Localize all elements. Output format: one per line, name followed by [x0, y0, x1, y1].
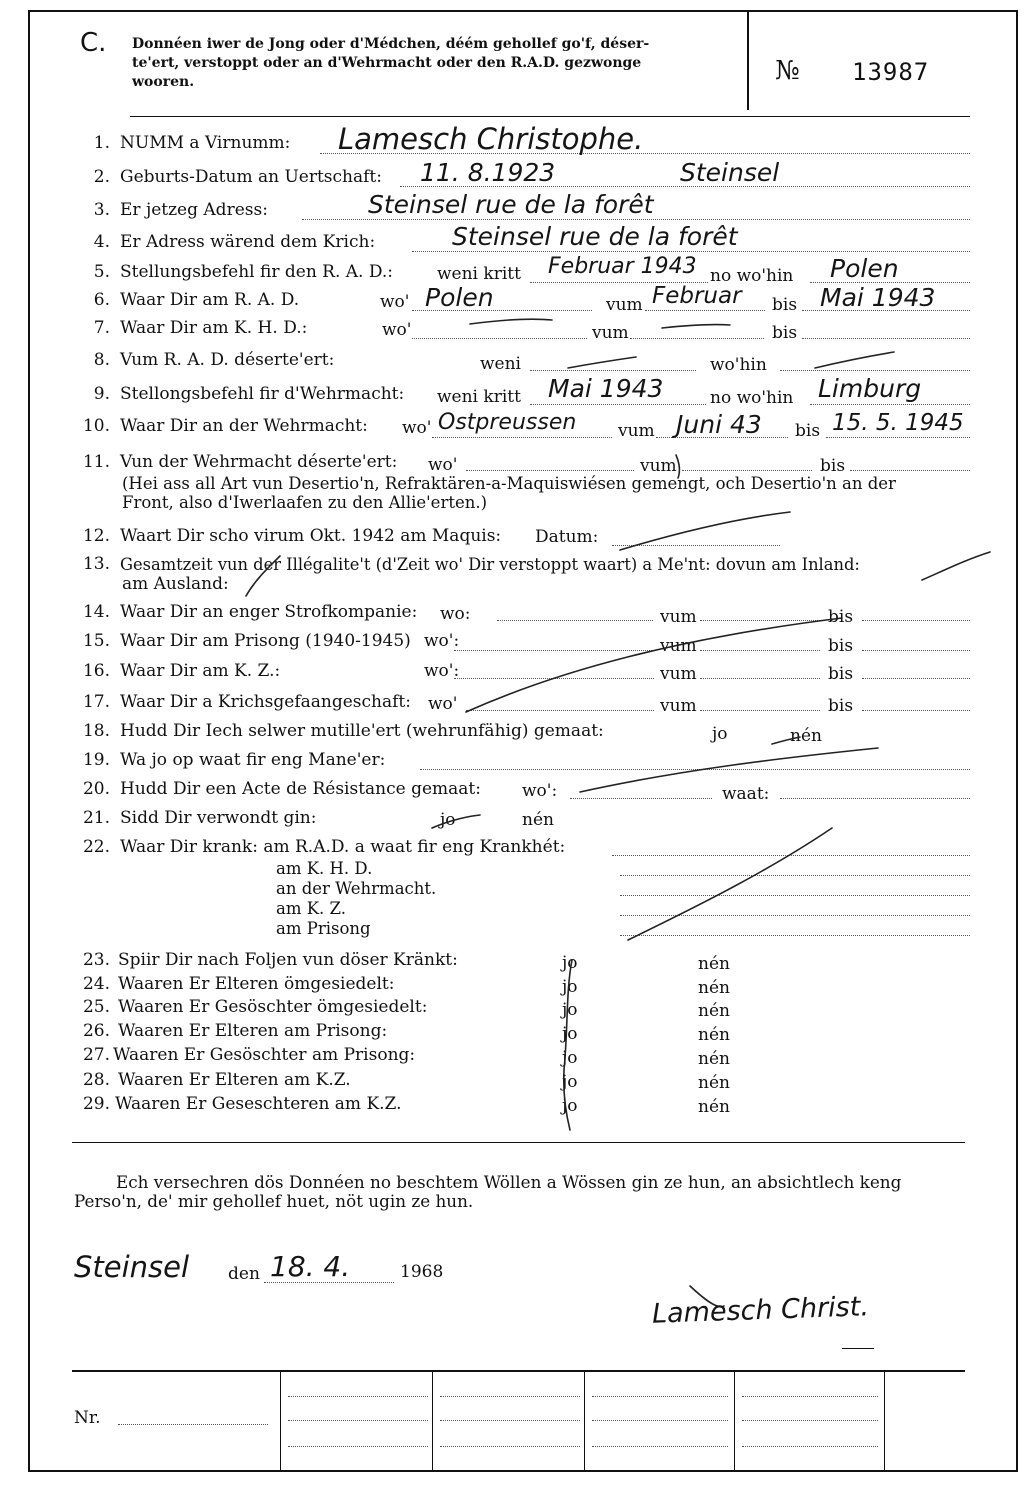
fill-line — [466, 470, 634, 471]
field-label: wo' — [382, 320, 412, 340]
field-label: bis — [820, 456, 846, 476]
field-label: wo': — [424, 631, 460, 651]
signature-underline — [842, 1348, 874, 1349]
option-nen[interactable]: nén — [790, 726, 822, 746]
field-label: wo': — [522, 781, 558, 801]
wehrmacht-until-handwriting[interactable]: 15. 5. 1945 — [832, 410, 964, 436]
field-label: weni — [480, 354, 521, 374]
option-nen[interactable]: nén — [698, 1097, 730, 1117]
field-label: Waar Dir am K. Z.: — [120, 661, 281, 681]
option-jo[interactable]: jo — [440, 810, 456, 830]
strike-row13-inland — [922, 552, 990, 580]
option-jo[interactable]: jo — [562, 1024, 578, 1044]
field-label: Gesamtzeit vun der Illégalite't (d'Zeit wo' Dir verstoppt waart) a Me'nt: dovun am Inland: — [120, 555, 860, 574]
fill-line — [700, 650, 820, 651]
fill-line — [862, 678, 970, 679]
field-label: no wo'hin — [710, 266, 794, 286]
row-number: 5. — [93, 262, 110, 282]
field-label: Spiir Dir nach Foljen vun döser Kränkt: — [118, 950, 458, 970]
option-jo[interactable]: jo — [562, 1048, 578, 1068]
field-label: wo' — [428, 694, 458, 714]
field-label: bis — [795, 421, 821, 441]
strike-rows14-17 — [466, 618, 842, 712]
field-label: Waaren Er Geseschteren am K.Z. — [115, 1094, 402, 1114]
field-label: Waaren Er Gesöschter ömgesiedelt: — [118, 997, 428, 1017]
field-label: wo: — [440, 604, 471, 624]
fill-line — [302, 219, 970, 220]
fill-line — [420, 769, 970, 770]
illness-sub-label: am K. Z. — [276, 899, 346, 918]
option-jo[interactable]: jo — [562, 953, 578, 973]
field-label: Datum: — [535, 527, 599, 547]
field-label: Waaren Er Elteren am K.Z. — [118, 1070, 351, 1090]
field-label: Waaren Er Elteren am Prisong: — [118, 1021, 388, 1041]
illness-sub-label: an der Wehrmacht. — [276, 879, 437, 898]
rad-place-handwriting[interactable]: Polen — [425, 283, 494, 312]
desertion-note: (Hei ass all Art vun Desertio'n, Refraktären-a-Maquiswiésen gemengt, och Desertio'n an der — [122, 474, 896, 493]
fill-line — [530, 370, 696, 371]
field-label: am Ausland: — [122, 574, 229, 594]
fill-line — [454, 650, 654, 651]
row-number: 24. — [82, 974, 110, 994]
row-number: 13. — [82, 554, 110, 574]
header-divider — [747, 12, 749, 110]
fill-line — [742, 1420, 878, 1421]
option-nen[interactable]: nén — [698, 978, 730, 998]
wehrmacht-order-date-handwriting[interactable]: Mai 1943 — [548, 374, 664, 403]
field-label: Waar Dir am K. H. D.: — [120, 318, 308, 338]
row-number: 22. — [82, 837, 110, 857]
option-jo[interactable]: jo — [562, 977, 578, 997]
row-number: 1. — [93, 133, 110, 153]
fill-line — [432, 437, 612, 438]
rad-order-date-handwriting[interactable]: Februar 1943 — [548, 254, 697, 279]
field-label: wo': — [424, 661, 460, 681]
birth-date-handwriting[interactable]: 11. 8.1923 — [420, 158, 556, 187]
footer-top-rule — [72, 1370, 965, 1372]
field-label: bis — [828, 664, 854, 684]
fill-line — [862, 620, 970, 621]
fill-line — [700, 620, 820, 621]
row-number: 26. — [82, 1021, 110, 1041]
section-divider — [72, 1142, 965, 1143]
row-number: 2. — [93, 167, 110, 187]
wehrmacht-from-handwriting[interactable]: Juni 43 — [676, 410, 762, 439]
row-number: 9. — [93, 384, 110, 404]
row-number: 25. — [82, 997, 110, 1017]
option-nen[interactable]: nén — [698, 1025, 730, 1045]
field-label: no wo'hin — [710, 388, 794, 408]
field-label: Er jetzeg Adress: — [120, 200, 268, 220]
footer-col-5 — [884, 1371, 885, 1470]
field-label: Geburts-Datum an Uertschaft: — [120, 167, 382, 187]
fill-line — [742, 1396, 878, 1397]
frame-bottom — [28, 1470, 1018, 1472]
row-number: 28. — [82, 1070, 110, 1090]
row-number: 15. — [82, 631, 110, 651]
row-number: 4. — [93, 232, 110, 252]
field-label: Waar Dir an der Wehrmacht: — [120, 416, 368, 436]
footer-col-2 — [432, 1371, 433, 1470]
den-label: den — [228, 1264, 260, 1284]
rad-until-handwriting[interactable]: Mai 1943 — [820, 283, 936, 312]
field-label: Waar Dir krank: am R.A.D. a waat fir eng Krankhét: — [120, 837, 566, 857]
field-label: weni kritt — [437, 264, 521, 284]
field-label: wo' — [428, 455, 458, 475]
field-label: Stellungsbefehl fir den R. A. D.: — [120, 262, 394, 282]
option-jo[interactable]: jo — [562, 1000, 578, 1020]
fill-line — [454, 678, 654, 679]
row-number: 21. — [82, 808, 110, 828]
row-number: 23. — [82, 950, 110, 970]
declaration-line-2: Perso'n, de' mir gehollef huet, nöt ugin ze hun. — [74, 1191, 474, 1211]
field-label: Waar Dir am Prisong (1940-1945) — [120, 631, 411, 651]
field-label: vum — [660, 607, 697, 627]
header-line-1: Donnéen iwer de Jong oder d'Médchen, déém gehollef go'f, déser- — [132, 36, 650, 52]
fill-line — [850, 470, 970, 471]
signature: Lamesch Christ. — [651, 1291, 870, 1330]
fill-line — [440, 1396, 580, 1397]
field-label: wo' — [402, 418, 432, 438]
row-number: 10. — [82, 416, 110, 436]
row-number: 12. — [82, 526, 110, 546]
field-label: vum — [618, 421, 655, 441]
row-number: 19. — [82, 750, 110, 770]
field-label: Waar Dir am R. A. D. — [120, 290, 300, 310]
birth-place-handwriting[interactable]: Steinsel — [680, 158, 780, 187]
field-label: weni kritt — [437, 387, 521, 407]
row-number: 6. — [93, 290, 110, 310]
strike-row7-wo — [470, 319, 552, 324]
fill-line — [612, 855, 970, 856]
option-jo[interactable]: jo — [562, 1096, 578, 1116]
strike-row8-wohin — [815, 352, 894, 368]
rad-destination-handwriting[interactable]: Polen — [830, 254, 899, 283]
field-label: bis — [828, 607, 854, 627]
field-label: Vun der Wehrmacht déserte'ert: — [120, 452, 398, 472]
row-number: 14. — [82, 602, 110, 622]
date-handwriting[interactable]: 18. 4. — [270, 1250, 351, 1283]
field-label: Hudd Dir Iech selwer mutille'ert (wehrunfähig) gemaat: — [120, 721, 604, 741]
fill-line — [592, 1420, 728, 1421]
fill-line — [826, 437, 970, 438]
field-label: Waaren Er Elteren ömgesiedelt: — [118, 974, 395, 994]
frame-left — [28, 10, 30, 1472]
fill-line — [412, 251, 970, 252]
field-label: Stellongsbefehl fir d'Wehrmacht: — [120, 384, 405, 404]
fill-line — [466, 710, 654, 711]
field-label: bis — [772, 323, 798, 343]
row-number: 29. — [82, 1094, 110, 1114]
field-label: bis — [828, 696, 854, 716]
strike-row7-vum — [662, 325, 730, 328]
fill-line — [612, 545, 780, 546]
fill-line — [592, 1396, 728, 1397]
fill-line — [810, 404, 970, 405]
option-nen[interactable]: nén — [698, 1073, 730, 1093]
option-jo[interactable]: jo — [562, 1072, 578, 1092]
fill-line — [288, 1446, 428, 1447]
row-number: 8. — [93, 350, 110, 370]
current-address-handwriting[interactable]: Steinsel rue de la forêt — [368, 190, 654, 219]
rad-from-handwriting[interactable]: Februar — [652, 283, 742, 309]
frame-right — [1016, 10, 1018, 1472]
illness-sub-label: am K. H. D. — [276, 859, 373, 878]
fill-line — [862, 710, 970, 711]
fill-line — [630, 338, 764, 339]
fill-line — [700, 710, 820, 711]
fill-line — [620, 875, 970, 876]
fill-line — [742, 1446, 878, 1447]
option-nen[interactable]: nén — [698, 1001, 730, 1021]
fill-line — [592, 1446, 728, 1447]
row-number: 20. — [82, 779, 110, 799]
field-label: wo' — [380, 292, 410, 312]
fill-line — [620, 895, 970, 896]
fill-line — [570, 798, 712, 799]
strike-row22 — [628, 828, 832, 940]
field-label: vum — [592, 323, 629, 343]
footer-col-4 — [734, 1371, 735, 1470]
field-label: Waar Dir an enger Strofkompanie: — [120, 602, 418, 622]
field-label: vum — [660, 664, 697, 684]
form-number: 13987 — [852, 58, 930, 86]
field-label: vum — [640, 456, 677, 476]
fill-line — [288, 1396, 428, 1397]
field-label: Waart Dir scho virum Okt. 1942 am Maquis: — [120, 526, 502, 546]
illness-sub-label: am Prisong — [276, 919, 371, 938]
footer-col-3 — [584, 1371, 585, 1470]
option-nen[interactable]: nén — [522, 810, 554, 830]
field-label: vum — [660, 636, 697, 656]
fill-line — [802, 338, 970, 339]
row-number: 16. — [82, 661, 110, 681]
field-label: wo'hin — [710, 355, 767, 375]
option-nen[interactable]: nén — [698, 1049, 730, 1069]
desertion-note: Front, also d'Iwerlaafen zu den Allie'erten.) — [122, 493, 488, 512]
nr-label: Nr. — [74, 1408, 101, 1428]
row-number: 7. — [93, 318, 110, 338]
field-label: waat: — [722, 784, 770, 804]
header-line-2: te'ert, verstoppt oder an d'Wehrmacht oder den R.A.D. gezwonge — [132, 55, 642, 71]
field-label: Er Adress wärend dem Krich: — [120, 232, 376, 252]
field-label: Hudd Dir een Acte de Résistance gemaat: — [120, 779, 481, 799]
row-number: 18. — [82, 721, 110, 741]
fill-line — [440, 1420, 580, 1421]
wehrmacht-place-handwriting[interactable]: Ostpreussen — [438, 410, 577, 435]
strike-row8-weni — [568, 357, 636, 368]
field-label: vum — [660, 696, 697, 716]
fill-line — [862, 650, 970, 651]
fill-line — [288, 1420, 428, 1421]
field-label: bis — [828, 636, 854, 656]
field-label: Waar Dir a Krichsgefaangeschaft: — [120, 692, 411, 712]
place-handwriting[interactable]: Steinsel — [74, 1250, 190, 1284]
field-label: Sidd Dir verwondt gin: — [120, 808, 317, 828]
fill-line — [700, 678, 820, 679]
fill-line — [497, 620, 653, 621]
fill-line — [780, 370, 970, 371]
fill-line — [645, 310, 765, 311]
field-label: Waaren Er Gesöschter am Prisong: — [113, 1045, 416, 1065]
declaration-line-1: Ech versechren dös Donnéen no beschtem Wöllen a Wössen gin ze hun, an absichtlech keng — [116, 1172, 902, 1192]
header-line-3: wooren. — [132, 74, 195, 90]
field-label: bis — [772, 295, 798, 315]
fill-line — [780, 798, 970, 799]
fill-line — [682, 470, 812, 471]
wehrmacht-destination-handwriting[interactable]: Limburg — [818, 374, 922, 403]
row-number: 27. — [82, 1045, 110, 1065]
fill-line — [118, 1424, 268, 1425]
row-number: 17. — [82, 692, 110, 712]
name-handwriting[interactable]: Lamesch Christophe. — [338, 122, 644, 156]
war-address-handwriting[interactable]: Steinsel rue de la forêt — [452, 222, 738, 251]
footer-col-1 — [280, 1371, 281, 1470]
option-jo[interactable]: jo — [712, 724, 728, 744]
year-label: 1968 — [400, 1262, 444, 1282]
field-label: NUMM a Virnumm: — [120, 133, 291, 153]
field-label: Vum R. A. D. déserte'ert: — [120, 350, 335, 370]
header-rule — [130, 116, 970, 117]
section-letter: C. — [80, 28, 107, 58]
fill-line — [440, 1446, 580, 1447]
field-label: vum — [606, 295, 643, 315]
frame-top — [28, 10, 1018, 12]
option-nen[interactable]: nén — [698, 954, 730, 974]
row-number: 3. — [93, 200, 110, 220]
fill-line — [412, 338, 587, 339]
number-symbol: № — [775, 56, 800, 86]
field-label: Wa jo op waat fir eng Mane'er: — [120, 750, 386, 770]
fill-line — [530, 404, 706, 405]
fill-line — [620, 935, 970, 936]
fill-line — [620, 915, 970, 916]
row-number: 11. — [82, 452, 110, 472]
